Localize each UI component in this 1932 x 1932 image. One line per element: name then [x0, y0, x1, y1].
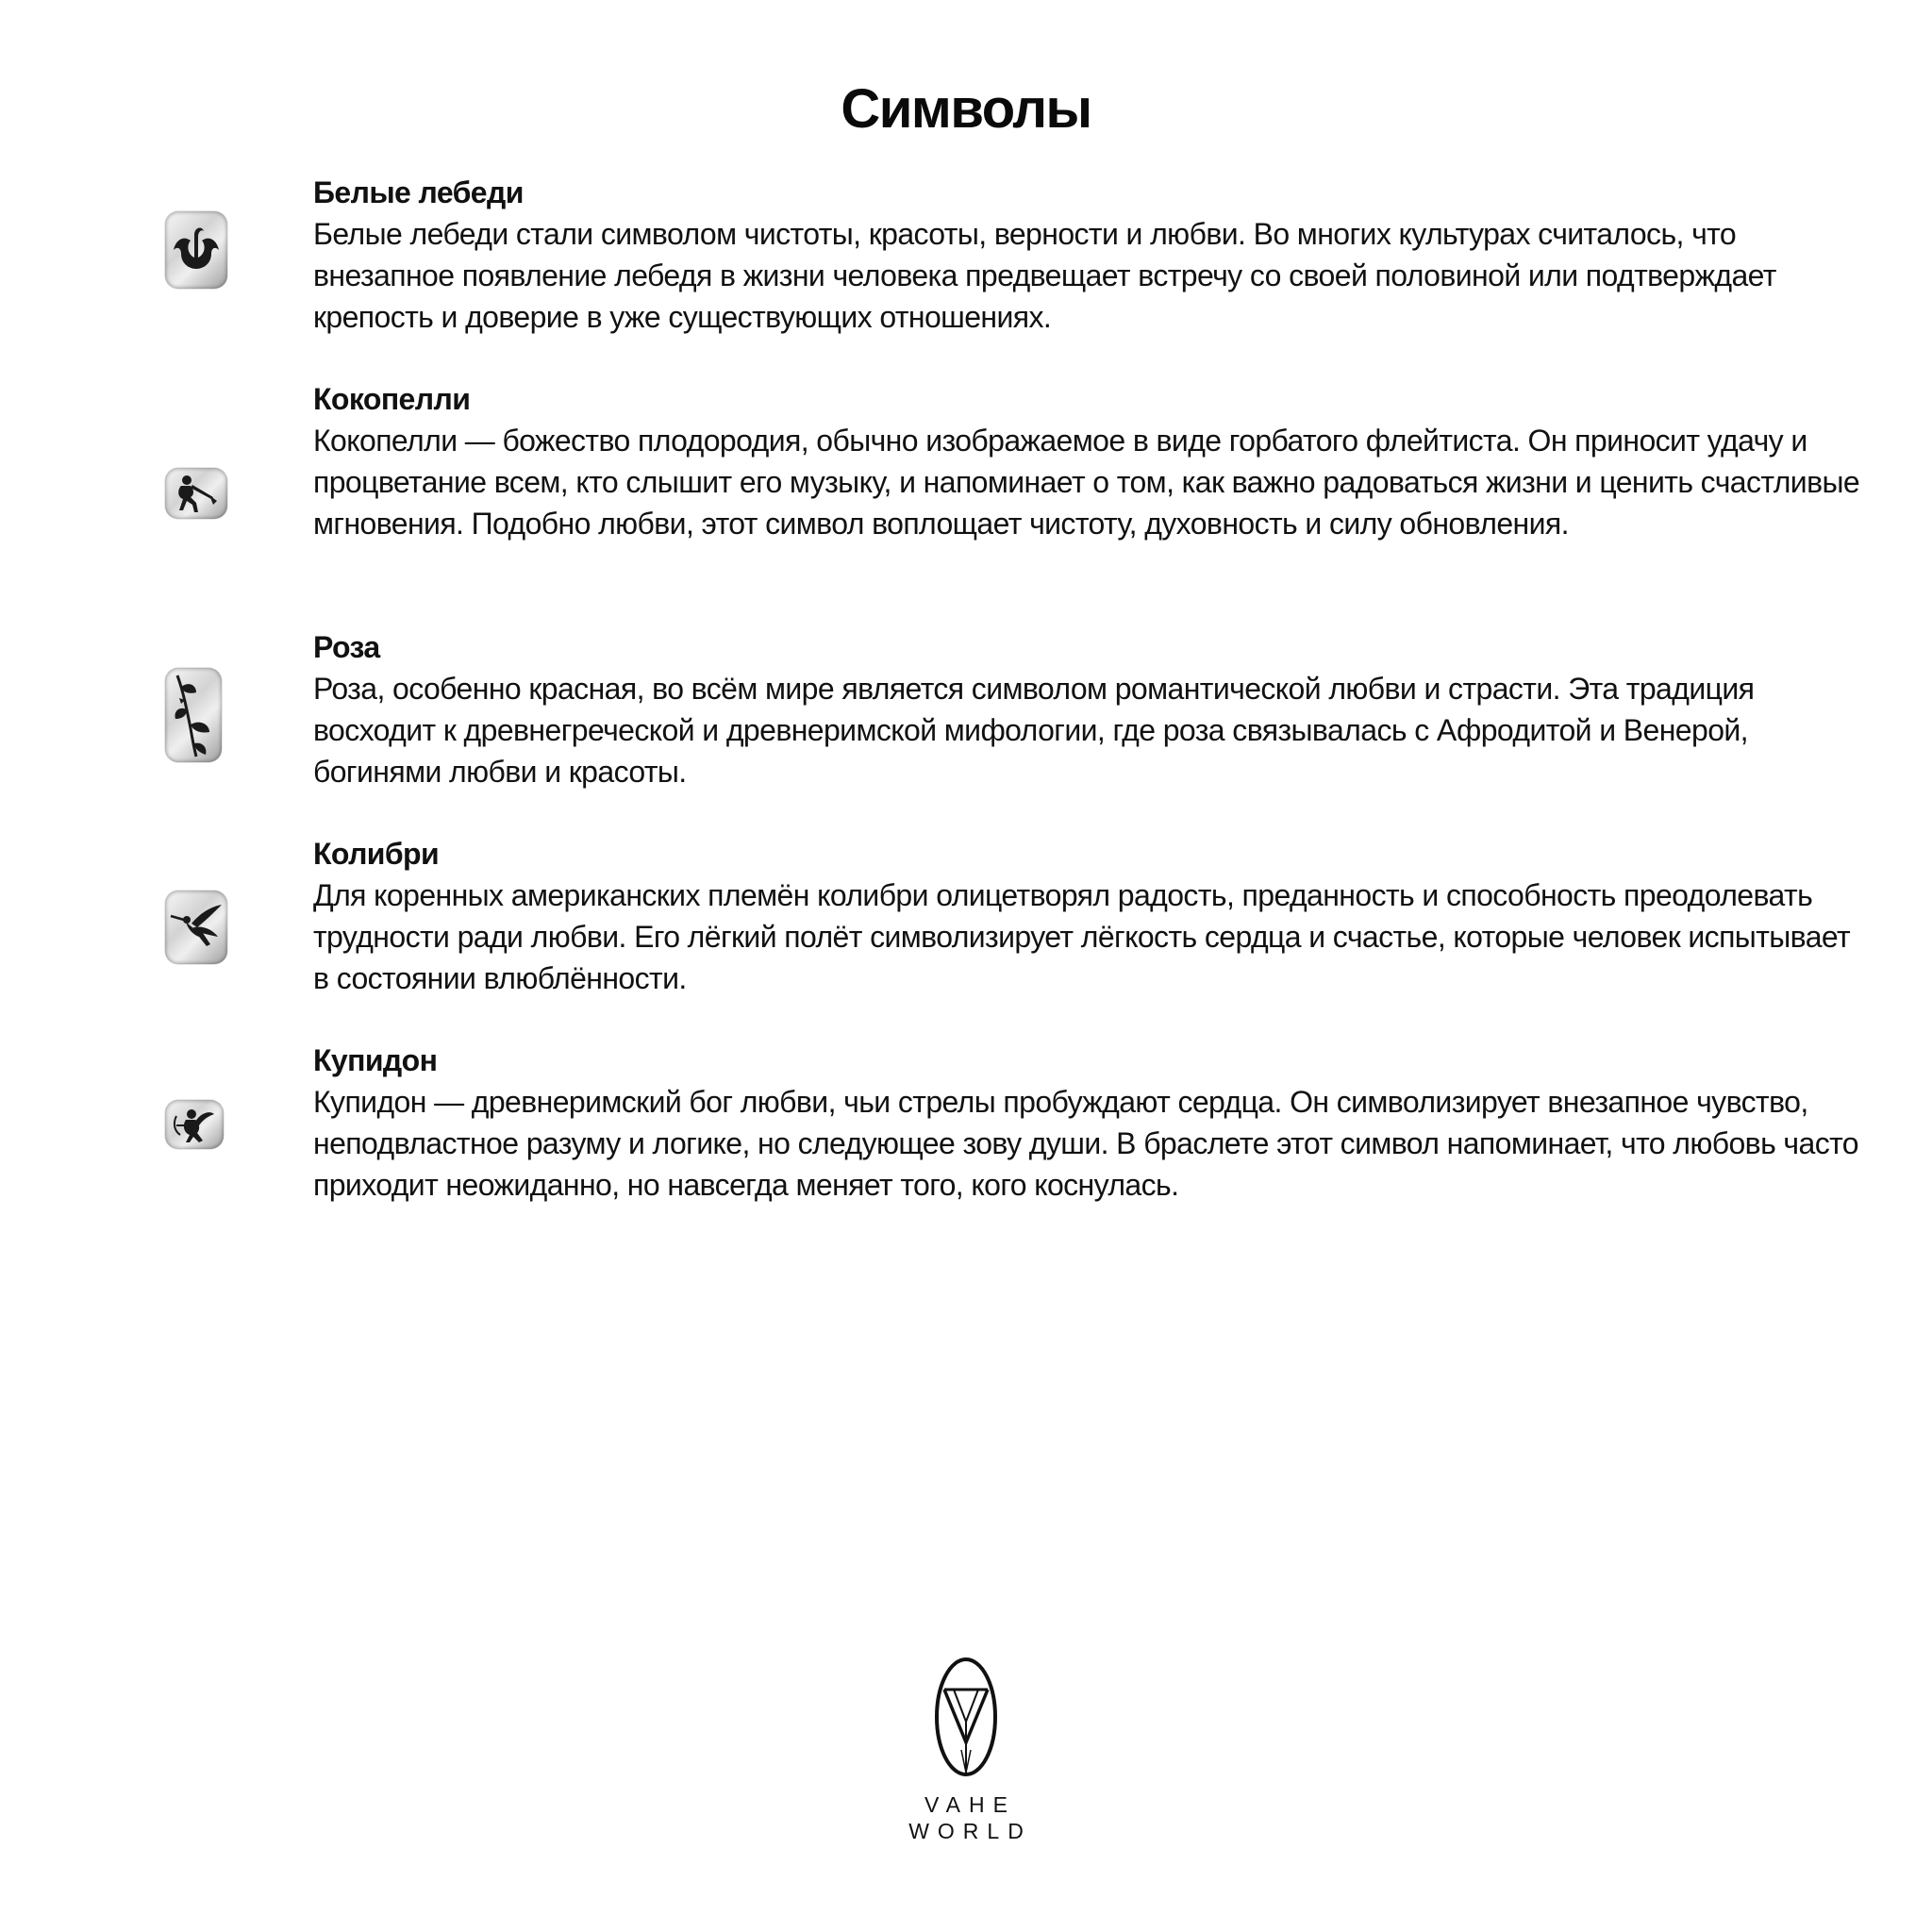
symbol-description: Роза, особенно красная, во всём мире является символом романтической любви и страсти. Эта традиция восходит к древнегреческой и древнеримской мифологии, где роза связывалась с Афродитой и Венерой, богинями любви и красоты.: [313, 672, 1755, 789]
page-title: Символы: [841, 78, 1091, 140]
symbol-description: Купидон — древнеримский бог любви, чьи стрелы пробуждают сердца. Он символизирует внезапное чувство, неподвластное разуму и логике, но следующее зову души. В браслете этот символ напоминает, что любовь часто приходит неожиданно, но навсегда меняет того, кого коснулась.: [313, 1085, 1858, 1202]
swan-charm-icon: [165, 211, 227, 289]
symbol-section-hummingbird: [313, 833, 1860, 999]
symbol-heading: Купидон: [313, 1043, 438, 1077]
cupid-charm-icon: [165, 1100, 224, 1149]
rose-charm-icon: [165, 668, 222, 762]
symbol-heading: Колибри: [313, 837, 440, 871]
symbol-heading: Белые лебеди: [313, 175, 524, 209]
brand-emblem-icon: [933, 1656, 999, 1778]
symbol-section-kokopelli: [313, 378, 1860, 544]
symbol-section-cupid: [313, 1040, 1860, 1206]
brand-name-line1: VAHE: [924, 1792, 1016, 1817]
symbol-section-swans: [313, 172, 1860, 338]
symbol-description: Кокопелли — божество плодородия, обычно изображаемое в виде горбатого флейтиста. Он приносит удачу и процветание всем, кто слышит его музыку, и напоминает о том, как важно радоваться жизни и ценить счастливые мгновения. Подобно любви, этот символ воплощает чистоту, духовность и силу обновления.: [313, 424, 1860, 541]
symbol-heading: Кокопелли: [313, 382, 471, 416]
hummingbird-charm-icon: [165, 891, 227, 964]
brand-name-line2: WORLD: [908, 1819, 1032, 1843]
symbol-description: Для коренных американских племён колибри олицетворял радость, преданность и способность преодолевать трудности ради любви. Его лёгкий полёт символизирует лёгкость сердца и счастье, которые человек испытывает в состоянии влюблённости.: [313, 878, 1851, 995]
brand-logo: [0, 1656, 1932, 1844]
symbol-description: Белые лебеди стали символом чистоты, красоты, верности и любви. Во многих культурах считалось, что внезапное появление лебедя в жизни человека предвещает встречу со своей половиной или подтверждает крепость и доверие в уже существующих отношениях.: [313, 217, 1776, 334]
symbol-section-rose: [313, 626, 1860, 792]
kokopelli-charm-icon: [165, 468, 227, 519]
symbol-heading: Роза: [313, 630, 380, 664]
